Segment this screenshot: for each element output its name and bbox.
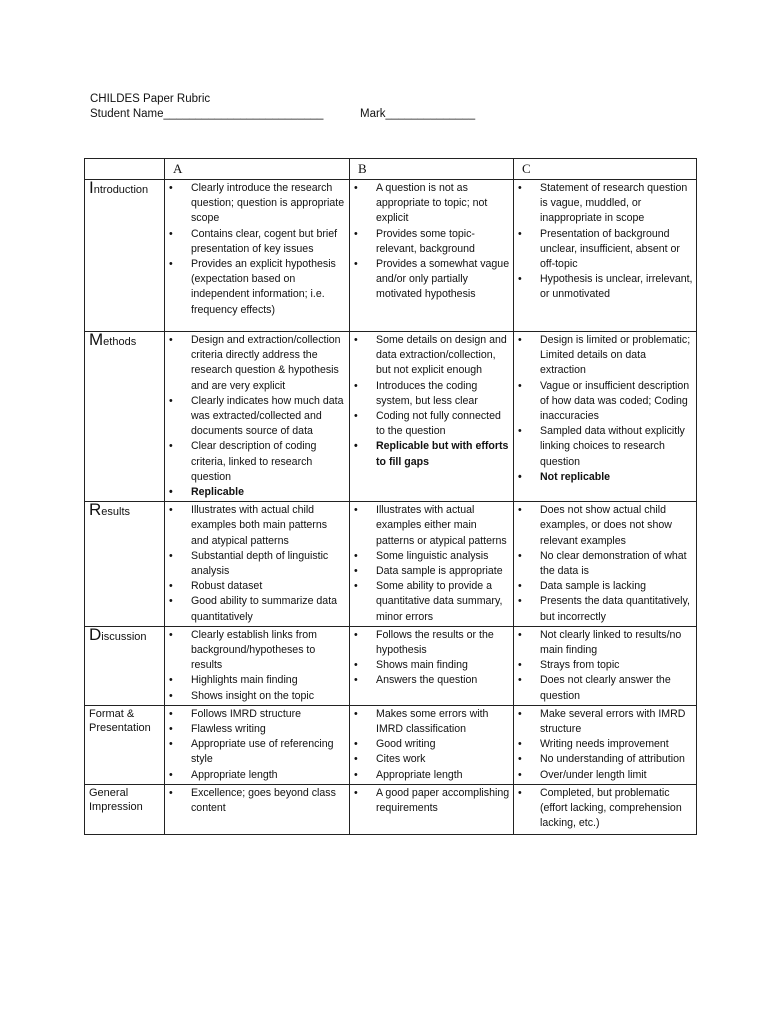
descriptor-item: • Presents the data quantitatively, but incorrectly — [518, 594, 693, 624]
descriptor-list — [354, 181, 510, 303]
rubric-body — [85, 180, 697, 835]
descriptor-list — [518, 181, 693, 303]
rubric-row — [85, 180, 697, 332]
descriptor-list — [354, 707, 510, 783]
descriptor-item: • Not clearly linked to results/no main finding — [518, 628, 693, 658]
descriptor-item: • Over/under length limit — [518, 768, 693, 783]
grade-a-cell — [165, 502, 350, 627]
header-row — [85, 159, 697, 180]
descriptor-item: • Does not clearly answer the question — [518, 673, 693, 703]
column-header-a: A — [165, 159, 350, 180]
descriptor-list — [518, 628, 693, 704]
descriptor-item: • Provides an explicit hypothesis (expectation based on independent information; i.e. frequency effects) — [169, 257, 346, 318]
descriptor-item: • Contains clear, cogent but brief presentation of key issues — [169, 227, 346, 257]
grade-c-cell — [514, 626, 697, 705]
descriptor-item: • Replicable — [169, 485, 346, 500]
descriptor-item: • Not replicable — [518, 470, 693, 485]
corner-cell — [85, 159, 165, 180]
grade-c-cell — [514, 332, 697, 502]
descriptor-list — [354, 786, 510, 816]
descriptor-item: • Writing needs improvement — [518, 737, 693, 752]
descriptor-item: • Makes some errors with IMRD classification — [354, 707, 510, 737]
descriptor-item: • Illustrates with actual child examples both main patterns and atypical patterns — [169, 503, 346, 549]
document-title: CHILDES Paper Rubric — [90, 93, 211, 105]
descriptor-item: • Clear description of coding criteria, linked to research question — [169, 439, 346, 485]
grade-a-cell — [165, 332, 350, 502]
descriptor-item: • Replicable but with efforts to fill gaps — [354, 439, 510, 469]
descriptor-list — [169, 503, 346, 625]
descriptor-list — [169, 181, 346, 318]
descriptor-item: • Data sample is appropriate — [354, 564, 510, 579]
descriptor-item: • Design and extraction/collection criteria directly address the research question & hypothesis and are very explicit — [169, 333, 346, 394]
criterion-label — [85, 705, 165, 784]
criterion-label — [85, 332, 165, 502]
descriptor-list — [169, 333, 346, 500]
descriptor-item: • Substantial depth of linguistic analysis — [169, 549, 346, 579]
criterion-initial: M — [89, 330, 104, 349]
criterion-name: ntroduction — [93, 184, 149, 196]
column-header-c: C — [514, 159, 697, 180]
descriptor-item: • Clearly introduce the research question; question is appropriate scope — [169, 181, 346, 227]
descriptor-item: • Make several errors with IMRD structure — [518, 707, 693, 737]
descriptor-item: • Data sample is lacking — [518, 579, 693, 594]
descriptor-item: • Clearly establish links from background/hypotheses to results — [169, 628, 346, 674]
grade-b-cell — [350, 705, 514, 784]
rubric-row — [85, 705, 697, 784]
rubric-table — [84, 158, 697, 835]
descriptor-item: • A question is not as appropriate to topic; not explicit — [354, 181, 510, 227]
column-header-b: B — [350, 159, 514, 180]
descriptor-item: • Appropriate length — [169, 768, 346, 783]
descriptor-item: • Good ability to summarize data quantitatively — [169, 594, 346, 624]
descriptor-list — [518, 503, 693, 625]
grade-a-cell — [165, 626, 350, 705]
descriptor-list — [354, 628, 510, 689]
descriptor-item: • Strays from topic — [518, 658, 693, 673]
descriptor-item: • Provides a somewhat vague and/or only partially motivated hypothesis — [354, 257, 510, 303]
descriptor-list — [354, 503, 510, 625]
criterion-label — [85, 180, 165, 332]
descriptor-item: • Flawless writing — [169, 722, 346, 737]
descriptor-item: • Highlights main finding — [169, 673, 346, 688]
rubric-row — [85, 626, 697, 705]
descriptor-item: • Introduces the coding system, but less clear — [354, 379, 510, 409]
grade-c-cell — [514, 180, 697, 332]
descriptor-item: • No understanding of attribution — [518, 752, 693, 767]
criterion-label — [85, 626, 165, 705]
descriptor-item: • A good paper accomplishing requirements — [354, 786, 510, 816]
descriptor-item: • Coding not fully connected to the question — [354, 409, 510, 439]
grade-b-cell — [350, 626, 514, 705]
mark-field: Mark______________ — [360, 108, 476, 120]
grade-a-cell — [165, 784, 350, 834]
descriptor-list — [518, 707, 693, 783]
criterion-label — [85, 784, 165, 834]
descriptor-item: • Completed, but problematic (effort lacking, comprehension lacking, etc.) — [518, 786, 693, 832]
descriptor-item: • Clearly indicates how much data was extracted/collected and documents source of data — [169, 394, 346, 440]
descriptor-item: • No clear demonstration of what the data is — [518, 549, 693, 579]
descriptor-item: • Design is limited or problematic; Limited details on data extraction — [518, 333, 693, 379]
descriptor-list — [169, 707, 346, 783]
descriptor-item: • Cites work — [354, 752, 510, 767]
descriptor-item: • Presentation of background unclear, insufficient, absent or off-topic — [518, 227, 693, 273]
descriptor-item: • Shows insight on the topic — [169, 689, 346, 704]
rubric-row — [85, 784, 697, 834]
criterion-label — [85, 502, 165, 627]
descriptor-item: • Sampled data without explicitly linking choices to research question — [518, 424, 693, 470]
descriptor-item: • Follows the results or the hypothesis — [354, 628, 510, 658]
criterion-name: ethods — [103, 336, 137, 348]
descriptor-item: • Provides some topic-relevant, background — [354, 227, 510, 257]
descriptor-item: • Appropriate length — [354, 768, 510, 783]
descriptor-list — [169, 628, 346, 704]
descriptor-item: • Follows IMRD structure — [169, 707, 346, 722]
descriptor-item: • Hypothesis is unclear, irrelevant, or unmotivated — [518, 272, 693, 302]
descriptor-item: • Vague or insufficient description of how data was coded; Coding inaccuracies — [518, 379, 693, 425]
criterion-initial: R — [89, 500, 102, 520]
criterion-name: Format & Presentation — [89, 707, 151, 734]
document-header — [90, 92, 510, 122]
grade-b-cell — [350, 502, 514, 627]
descriptor-item: • Some details on design and data extraction/collection, but not explicit enough — [354, 333, 510, 379]
grade-b-cell — [350, 332, 514, 502]
descriptor-list — [169, 786, 346, 816]
grade-c-cell — [514, 784, 697, 834]
header-fields — [90, 107, 510, 122]
grade-b-cell — [350, 784, 514, 834]
descriptor-item: • Answers the question — [354, 673, 510, 688]
descriptor-list — [518, 333, 693, 485]
descriptor-list — [518, 786, 693, 832]
descriptor-item: • Robust dataset — [169, 579, 346, 594]
criterion-name: iscussion — [101, 630, 147, 643]
grade-c-cell — [514, 502, 697, 627]
descriptor-item: • Appropriate use of referencing style — [169, 737, 346, 767]
descriptor-item: • Statement of research question is vague, muddled, or inappropriate in scope — [518, 181, 693, 227]
descriptor-item: • Illustrates with actual examples either main patterns or atypical patterns — [354, 503, 510, 549]
criterion-initial: I — [89, 178, 94, 197]
grade-b-cell — [350, 180, 514, 332]
rubric-row — [85, 332, 697, 502]
grade-c-cell — [514, 705, 697, 784]
criterion-initial: D — [89, 624, 102, 644]
rubric-row — [85, 502, 697, 627]
descriptor-item: • Does not show actual child examples, or does not show relevant examples — [518, 503, 693, 549]
descriptor-list — [354, 333, 510, 470]
descriptor-item: • Shows main finding — [354, 658, 510, 673]
criterion-name: esults — [101, 506, 131, 519]
descriptor-item: • Some linguistic analysis — [354, 549, 510, 564]
student-name-field: Student Name_________________________ — [90, 108, 324, 120]
criterion-name: General Impression — [89, 786, 143, 813]
grade-a-cell — [165, 180, 350, 332]
grade-a-cell — [165, 705, 350, 784]
descriptor-item: • Good writing — [354, 737, 510, 752]
descriptor-item: • Excellence; goes beyond class content — [169, 786, 346, 816]
descriptor-item: • Some ability to provide a quantitative data summary, minor errors — [354, 579, 510, 625]
